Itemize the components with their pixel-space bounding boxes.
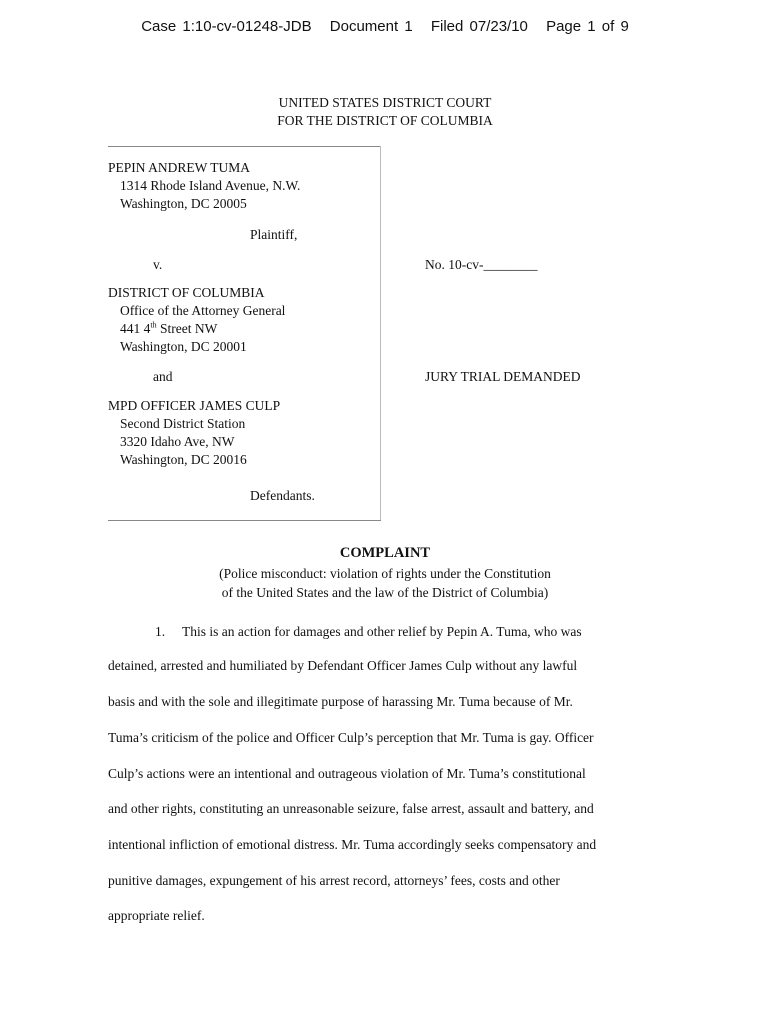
court-name [0,94,770,130]
case-number-field: No. 10-cv-________ [425,257,538,272]
defendant-2-address-2: 3320 Idaho Ave, NW [120,434,235,449]
paragraph-line: intentional infliction of emotional distress. Mr. Tuma accordingly seeks compensatory and [108,837,597,852]
caption-bottom-rule [108,520,381,521]
complaint-subtitle-2: of the United States and the law of the District of Columbia) [221,585,549,600]
defendant-2-name: MPD OFFICER JAMES CULP [108,398,281,413]
plaintiff-address-1: 1314 Rhode Island Avenue, N.W. [120,178,301,193]
page-number: Page 1 of 9 [546,18,629,35]
paragraph-line: Culp’s actions were an intentional and outrageous violation of Mr. Tuma’s constitutional [108,766,586,781]
complaint-subtitle [0,564,770,602]
case-number-header: Case 1:10-cv-01248-JDB [141,18,312,35]
paragraph-number: 1. [155,624,166,639]
paragraph-line: punitive damages, expungement of his arrest record, attorneys’ fees, costs and other [108,873,560,888]
jury-demand: JURY TRIAL DEMANDED [425,369,581,384]
court-line-1: UNITED STATES DISTRICT COURT [278,95,492,110]
versus-label: v. [153,257,163,272]
defendant-1-address-3: Washington, DC 20001 [120,339,247,354]
defendant-1-name: DISTRICT OF COLUMBIA [108,285,265,300]
filing-header [0,18,770,35]
plaintiff-block [108,159,300,213]
defendant-1-address-1: Office of the Attorney General [120,303,286,318]
paragraph-line: appropriate relief. [108,908,205,923]
and-label: and [153,369,173,384]
defendant-1-address-2: 441 4th Street NW [120,320,218,336]
paragraph-line: basis and with the sole and illegitimate purpose of harassing Mr. Tuma because of Mr. [108,694,573,709]
document-number: Document 1 [329,18,413,35]
plaintiff-address-2: Washington, DC 20005 [120,196,247,211]
plaintiff-name: PEPIN ANDREW TUMA [108,160,251,175]
plaintiff-role: Plaintiff, [250,227,298,242]
paragraph-line: Tuma’s criticism of the police and Officer Culp’s perception that Mr. Tuma is gay. Officer [108,730,594,745]
paragraph-line: and other rights, constituting an unreasonable seizure, false arrest, assault and battery, and [108,801,594,816]
complaint-title: COMPLAINT [339,545,431,561]
defendant-2-address-1: Second District Station [120,416,246,431]
court-line-2: FOR THE DISTRICT OF COLUMBIA [277,113,493,128]
paragraph-line: detained, arrested and humiliated by Defendant Officer James Culp without any lawful [108,658,578,673]
caption-top-rule [108,146,381,147]
defendants-role: Defendants. [250,488,315,503]
caption-vertical-rule [380,146,381,520]
defendant-2-block [108,397,280,469]
complaint-subtitle-1: (Police misconduct: violation of rights under the Constitution [219,566,551,581]
paragraph-line: This is an action for damages and other relief by Pepin A. Tuma, who was [182,624,582,639]
defendant-1-block [108,284,285,356]
defendant-2-address-3: Washington, DC 20016 [120,452,247,467]
filed-date: Filed 07/23/10 [430,18,528,35]
